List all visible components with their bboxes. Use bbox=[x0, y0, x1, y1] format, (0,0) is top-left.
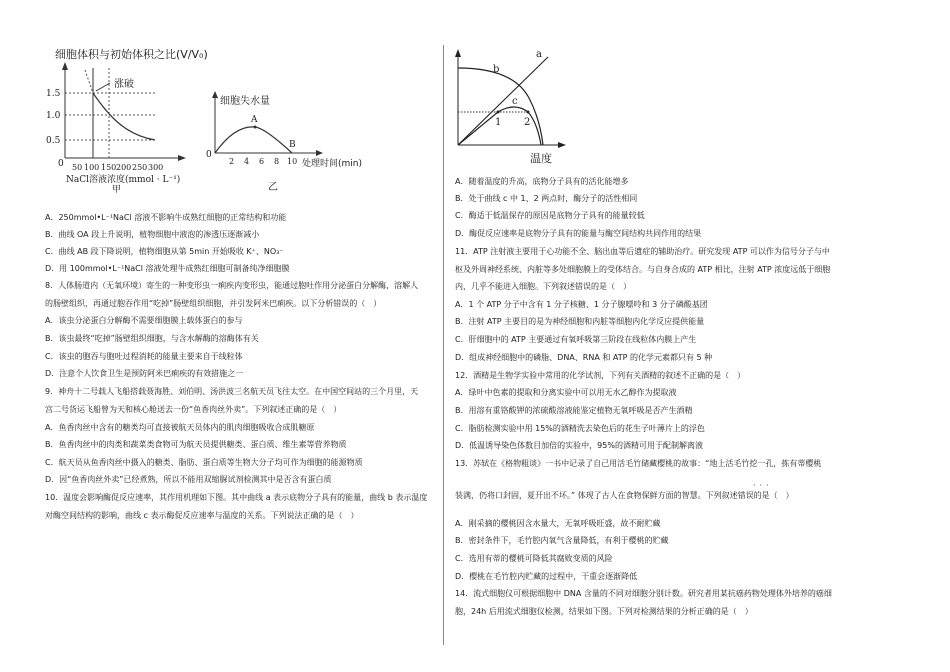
enzyme-label-b: b bbox=[493, 64, 500, 75]
question-stem: 11．ATP 注射液主要用于心功能不全、脑出血等后遗症的辅助治疗。研究发现 ATP 可以作为信号分子与中 bbox=[455, 247, 830, 256]
answer-option: B．该虫最终“吃掉”肠壁组织细胞，与含水解酶的溶酶体有关 bbox=[45, 334, 259, 343]
answer-option: D．因“鱼香肉丝外卖”已经煮熟，所以不能用双缩脲试剂检测其中是否含有蛋白质 bbox=[45, 475, 332, 484]
enzyme-label-2: 2 bbox=[524, 117, 531, 128]
jia-xtick: 50 bbox=[72, 163, 83, 172]
answer-option: D．用 100mmol•L⁻¹NaCl 溶液处理牛成熟红细胞可制备纯净细胞膜 bbox=[45, 264, 290, 273]
left-column bbox=[45, 0, 437, 672]
yi-label-b: B bbox=[289, 140, 296, 150]
question-text: 宫二号货运飞船曾为天和核心舱送去一份“鱼香肉丝外卖”。下列叙述正确的是（ ） bbox=[45, 405, 342, 414]
question-stem: 12．酒精是生物学实验中常用的化学试剂，下列有关酒精的叙述不正确的是（ ） bbox=[455, 371, 746, 380]
jia-xtick: 300 bbox=[148, 163, 164, 172]
yi-xtick: 4 bbox=[244, 157, 250, 166]
answer-option: A．随着温度的升高，底物分子具有的活化能增多 bbox=[455, 177, 629, 186]
question-stem: 9．神舟十二号载人飞船搭载聂海胜、刘伯明、汤洪波三名航天员飞往太空。在中国空间站的三个月里，天 bbox=[45, 387, 419, 396]
answer-option: C．曲线 AB 段下降说明，植物细胞从第 5min 开始吸收 K⁺、NO₃⁻ bbox=[45, 247, 284, 256]
emphasis-dots: ··· bbox=[753, 481, 773, 490]
yi-xtick: 10 bbox=[287, 157, 298, 166]
yi-caption: 乙 bbox=[268, 182, 278, 193]
answer-option: A．刚采摘的樱桃因含水量大，无氧呼吸旺盛，故不耐贮藏 bbox=[455, 519, 661, 528]
question-text: 胞，24h 后用流式细胞仪检测，结果如下图。下列对检测结果的分析正确的是（ ） bbox=[455, 607, 753, 616]
jia-caption: 甲 bbox=[112, 185, 122, 195]
enzyme-label-a: a bbox=[536, 49, 542, 60]
answer-option: B．处于曲线 c 中 1、2 两点时，酶分子的活性相同 bbox=[455, 194, 638, 203]
answer-option: C．酶适于低温保存的原因是底物分子具有的能量较低 bbox=[455, 211, 645, 220]
answer-option: A．1 个 ATP 分子中含有 1 分子核糖、1 分子腺嘌呤和 3 分子磷酸基团 bbox=[455, 300, 708, 309]
column-divider bbox=[443, 45, 444, 645]
answer-option: D．酶促反应速率是底物分子具有的能量与酶空间结构共同作用的结果 bbox=[455, 229, 702, 238]
jia-ylabel: 细胞体积与初始体积之比(V/V₀) bbox=[55, 48, 208, 61]
yi-xtick: 6 bbox=[259, 157, 265, 166]
question-text: 枢及外周神经系统、内脏等多处细胞膜上的受体结合。与自身合成的 ATP 相比，注射 ATP 浓度远低于细胞 bbox=[455, 265, 831, 274]
question-stem: 14．流式细胞仪可根据细胞中 DNA 含量的不同对细胞分别计数。研究者用某抗癌药物处理体外培养的癌细 bbox=[455, 589, 832, 598]
answer-option: A．鱼香肉丝中含有的糖类均可直接被航天员体内的肌肉细胞吸收合成肌糖原 bbox=[45, 423, 315, 432]
question-stem: 8．人体肠道内（无氧环境）寄生的一种变形虫一痢疾内变形虫，能通过胞吐作用分泌蛋白分解酶，溶解人 bbox=[45, 281, 419, 290]
answer-option: A．绿叶中色素的提取和分离实验中可以用无水乙醇作为提取液 bbox=[455, 388, 677, 397]
enzyme-xlabel: 温度 bbox=[530, 152, 552, 165]
question-text: 内，几乎不能进入细胞。下列叙述错误的是（ ） bbox=[455, 282, 631, 291]
answer-option: B．用溶有重铬酸钾的浓硫酸溶液能鉴定植物无氧呼吸是否产生酒精 bbox=[455, 406, 693, 415]
answer-option: C．脂肪检测实验中用 15%的酒精洗去染色后的花生子叶薄片上的浮色 bbox=[455, 424, 705, 433]
yi-ylabel: 细胞失水量 bbox=[220, 96, 270, 107]
jia-annotation: 涨破 bbox=[114, 79, 134, 90]
question-text: 装满，仍将口封固，夏开出不坏。” 体现了古人在食物保鲜方面的智慧。下列叙述错误的是（ ） bbox=[455, 491, 794, 500]
answer-option: B．注射 ATP 主要目的是为神经细胞和内脏等细胞内化学反应提供能量 bbox=[455, 317, 705, 326]
jia-xtick: 200 bbox=[116, 163, 132, 172]
jia-ytick: 1.5 bbox=[46, 89, 61, 99]
jia-xtick: 100 bbox=[84, 163, 100, 172]
answer-option: C．肝细胞中的 ATP 主要通过有氧呼吸第三阶段在线粒体内膜上产生 bbox=[455, 335, 697, 344]
jia-ytick: 1.0 bbox=[46, 111, 61, 121]
answer-option: D．樱桃在毛竹腔内贮藏的过程中，干重会逐渐降低 bbox=[455, 572, 638, 581]
answer-option: A．该虫分泌蛋白分解酶不需要细胞膜上载体蛋白的参与 bbox=[45, 316, 243, 325]
question-stem: 13．苏轼在《格物粗谈》一书中记录了自己用活毛竹储藏樱桃的故事：“地上活毛竹挖一孔，拣有蒂樱桃 bbox=[455, 459, 822, 468]
answer-option: C．航天员从鱼香肉丝中摄入的糖类、脂肪、蛋白质等生物大分子均可作为细胞的能源物质 bbox=[45, 458, 363, 467]
yi-xlabel: 处理时间(min) bbox=[302, 159, 362, 169]
question-text: 对酶空间结构的影响，曲线 c 表示酶促反应速率与温度的关系。下列说法正确的是（ ） bbox=[45, 511, 359, 520]
question-text: 的肠壁组织，再通过胞吞作用“吃掉”肠壁组织细胞，并引发阿米巴痢疾。以下分析错误的（ ） bbox=[45, 299, 382, 308]
question-stem: 10．温度会影响酶促反应速率，其作用机理如下图。其中曲线 a 表示底物分子具有的能量，曲线 b 表示温度 bbox=[45, 493, 428, 502]
answer-option: B．曲线 OA 段上升说明，植物细胞中液泡的渗透压逐渐减小 bbox=[45, 230, 260, 239]
jia-xtick: 150 bbox=[101, 163, 117, 172]
yi-xtick: 2 bbox=[229, 157, 235, 166]
jia-ytick: 0.5 bbox=[46, 136, 61, 146]
answer-option: C．选用有蒂的樱桃可降低其腐败变质的风险 bbox=[455, 554, 613, 563]
answer-option: D．低温诱导染色体数目加倍的实验中，95%的酒精可用于配制解离液 bbox=[455, 441, 703, 450]
right-column bbox=[455, 0, 895, 672]
jia-origin: 0 bbox=[58, 159, 64, 169]
yi-label-a: A bbox=[251, 115, 258, 125]
yi-origin: 0 bbox=[206, 150, 212, 160]
enzyme-label-1: 1 bbox=[495, 117, 502, 128]
enzyme-label-c: c bbox=[512, 96, 518, 107]
answer-option: A．250mmol•L⁻¹NaCl 溶液不影响牛成熟红细胞的正常结构和功能 bbox=[45, 213, 287, 222]
answer-option: B．密封条件下，毛竹腔内氧气含量降低，有利于樱桃的贮藏 bbox=[455, 536, 669, 545]
answer-option: D．组成神经细胞中的磷脂、DNA、RNA 和 ATP 的化学元素都只有 5 种 bbox=[455, 353, 713, 362]
jia-xlabel: NaCl溶液浓度(mmol · L⁻¹) bbox=[66, 175, 181, 185]
answer-option: C．该虫的胞吞与胞吐过程消耗的能量主要来自于线粒体 bbox=[45, 352, 243, 361]
answer-option: B．鱼香肉丝中的肉类和蔬菜类食物可为航天员提供糖类、蛋白质、维生素等营养物质 bbox=[45, 440, 347, 449]
yi-xtick: 8 bbox=[274, 157, 280, 166]
answer-option: D．注意个人饮食卫生是预防阿米巴痢疾的有效措施之一 bbox=[45, 369, 244, 378]
jia-xtick: 250 bbox=[132, 163, 148, 172]
